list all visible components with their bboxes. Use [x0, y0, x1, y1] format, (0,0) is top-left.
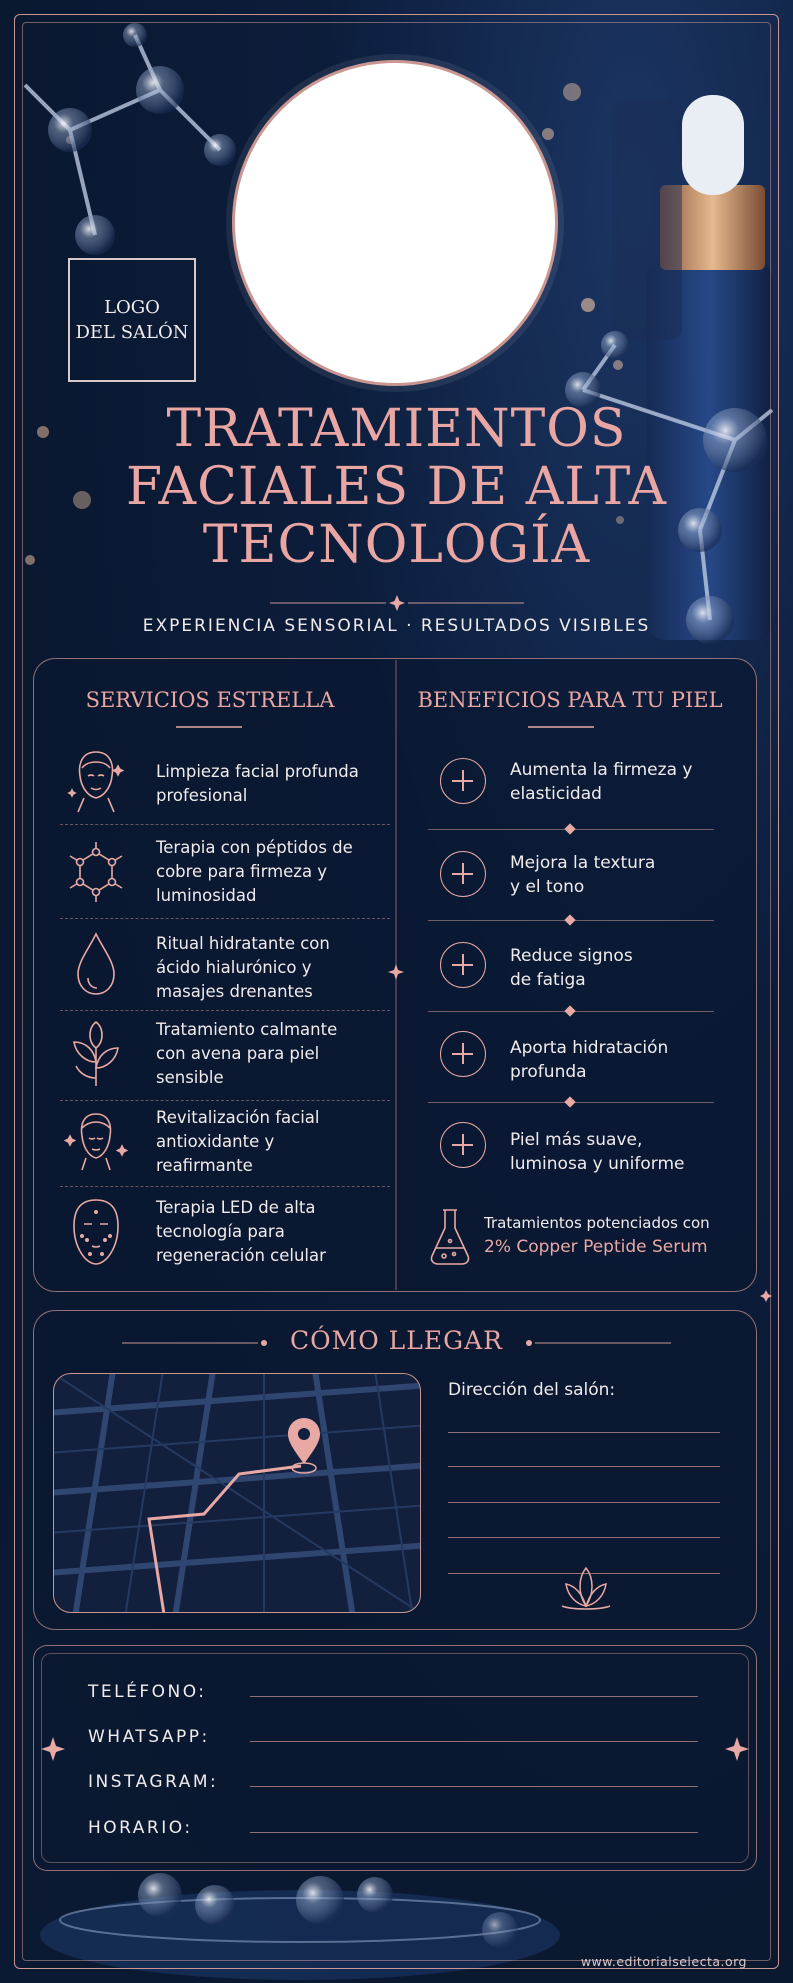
title-line-3: TECNOLOGÍA	[202, 515, 591, 575]
service-text: Terapia LED de alta tecnología para regeneración celular	[156, 1198, 326, 1265]
phone-field[interactable]	[250, 1696, 698, 1697]
benefits-note-prefix: Tratamientos potenciados con	[484, 1214, 710, 1232]
water-drop-icon	[60, 928, 132, 1000]
plus-circle-icon	[440, 1122, 486, 1168]
service-separator	[60, 824, 390, 825]
benefit-separator	[428, 1102, 714, 1103]
plus-circle-icon	[440, 1031, 486, 1077]
whatsapp-label: WHATSAPP:	[88, 1727, 210, 1747]
map-image	[53, 1373, 421, 1613]
directions-heading: CÓMO LLEGAR	[290, 1326, 503, 1355]
service-separator	[60, 918, 390, 919]
service-text: Revitalización facial antioxidante y reafirmante	[156, 1108, 320, 1175]
instagram-field[interactable]	[250, 1786, 698, 1787]
services-heading: SERVICIOS ESTRELLA	[85, 688, 335, 712]
benefit-text: Aporta hidratación profunda	[510, 1038, 669, 1082]
hours-field[interactable]	[250, 1832, 698, 1833]
benefits-note	[484, 1212, 744, 1260]
main-title	[60, 400, 733, 574]
benefit-text: Mejora la textura y el tono	[510, 853, 656, 897]
hours-label: HORARIO:	[88, 1818, 193, 1838]
service-text: Limpieza facial profunda profesional	[156, 762, 359, 805]
location-pin-icon	[288, 1418, 320, 1464]
address-label: Dirección del salón:	[448, 1380, 616, 1400]
benefit-separator	[428, 1011, 714, 1012]
benefit-text: Aumenta la firmeza y elasticidad	[510, 760, 693, 804]
title-line-1: TRATAMIENTOS	[166, 399, 627, 459]
address-line[interactable]	[448, 1466, 720, 1467]
benefit-separator	[428, 920, 714, 921]
benefits-note-highlight: 2% Copper Peptide Serum	[484, 1237, 708, 1257]
logo-line-1: LOGO	[104, 297, 160, 318]
service-separator	[60, 1010, 390, 1011]
leaves-icon	[60, 1018, 132, 1090]
address-line[interactable]	[448, 1432, 720, 1433]
title-line-2: FACIALES DE ALTA	[125, 457, 668, 517]
service-separator	[60, 1186, 390, 1187]
address-line[interactable]	[448, 1502, 720, 1503]
plus-circle-icon	[440, 851, 486, 897]
instagram-label: INSTAGRAM:	[88, 1772, 219, 1792]
phone-label: TELÉFONO:	[88, 1682, 207, 1702]
benefit-text: Piel más suave, luminosa y uniforme	[510, 1130, 685, 1174]
door-hanger-hole	[232, 60, 558, 386]
service-text: Tratamiento calmante con avena para piel sensible	[156, 1020, 338, 1087]
street-map-graphic	[54, 1374, 421, 1613]
sparkle-face-icon	[60, 1106, 132, 1178]
service-separator	[60, 1100, 390, 1101]
benefits-heading: BENEFICIOS PARA TU PIEL	[417, 688, 723, 712]
plus-circle-icon	[440, 942, 486, 988]
benefit-separator	[428, 829, 714, 830]
address-line[interactable]	[448, 1537, 720, 1538]
plus-circle-icon	[440, 758, 486, 804]
salon-logo-placeholder	[68, 258, 196, 382]
led-mask-icon	[60, 1196, 132, 1268]
services-benefits-panel	[33, 658, 757, 1292]
molecule-icon	[60, 836, 132, 908]
face-icon	[60, 744, 132, 816]
lotus-icon	[558, 1564, 614, 1612]
logo-line-2: DEL SALÓN	[75, 322, 189, 343]
service-text: Terapia con péptidos de cobre para firmeza y luminosidad	[156, 838, 353, 905]
flask-icon	[426, 1206, 474, 1266]
benefit-text: Reduce signos de fatiga	[510, 946, 633, 990]
whatsapp-field[interactable]	[250, 1741, 698, 1742]
service-text: Ritual hidratante con ácido hialurónico y masajes drenantes	[156, 934, 330, 1001]
footer-url[interactable]: www.editorialselecta.org	[580, 1954, 747, 1969]
subtitle: EXPERIENCIA SENSORIAL · RESULTADOS VISIBLES	[142, 616, 651, 636]
